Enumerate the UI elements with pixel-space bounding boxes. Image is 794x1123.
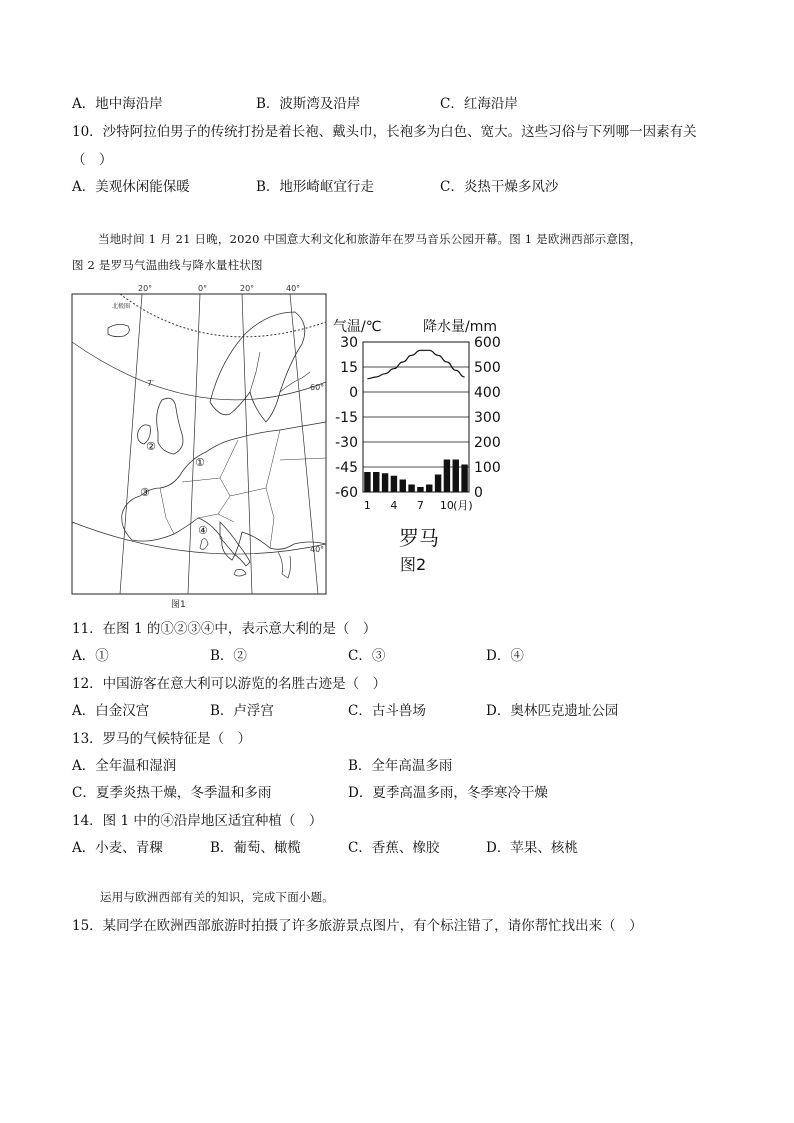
q10-option-c: C．炎热干燥多风沙 bbox=[440, 179, 559, 195]
precipitation-bar bbox=[382, 473, 388, 492]
precipitation-tick-label: 100 bbox=[474, 460, 501, 476]
q11-option-c: C．③ bbox=[348, 648, 386, 664]
map-marker-4: ④ bbox=[198, 524, 208, 537]
q15-stem: 15．某同学在欧洲西部旅游时拍摄了许多旅游景点图片，有个标注错了，请你帮忙找出来（ ） bbox=[72, 918, 643, 934]
precipitation-tick-label: 300 bbox=[474, 410, 501, 426]
q11-stem: 11．在图 1 的①②③④中，表示意大利的是（ ） bbox=[72, 621, 377, 637]
q14-option-a: A．小麦、青稞 bbox=[72, 840, 163, 856]
precipitation-axis-label: 降水量/mm bbox=[423, 319, 497, 335]
precipitation-bar bbox=[364, 472, 370, 492]
month-tick-label: 10 bbox=[439, 499, 454, 512]
lon-label-20e: 20° bbox=[240, 284, 255, 293]
q14-option-c: C．香蕉、橡胶 bbox=[348, 840, 440, 856]
q10-paren: （ ） bbox=[72, 152, 113, 168]
temperature-tick-label: -30 bbox=[335, 435, 358, 451]
q13-stem: 13．罗马的气候特征是（ ） bbox=[72, 731, 252, 747]
q14-option-b: B．葡萄、橄榄 bbox=[210, 840, 301, 856]
precipitation-tick-label: 500 bbox=[474, 360, 501, 376]
precipitation-bar bbox=[426, 485, 432, 493]
precipitation-bar bbox=[461, 465, 467, 493]
lat-label-60: 60° bbox=[310, 383, 325, 392]
q13-option-d: D．夏季高温多雨，冬季寒冷干燥 bbox=[348, 785, 548, 801]
q12-option-b: B．卢浮宫 bbox=[210, 703, 274, 719]
q11-option-a: A．① bbox=[72, 648, 109, 664]
temperature-tick-label: 0 bbox=[349, 385, 358, 401]
q12-option-d: D．奥林匹克遗址公园 bbox=[486, 703, 619, 719]
temperature-tick-label: -45 bbox=[335, 460, 358, 476]
precipitation-bar bbox=[435, 475, 441, 493]
q9-option-c: C．红海沿岸 bbox=[440, 96, 518, 112]
europe-map bbox=[70, 282, 330, 612]
chart-caption: 图2 bbox=[400, 555, 427, 574]
precipitation-tick-label: 0 bbox=[474, 485, 483, 501]
q9-option-a: A．地中海沿岸 bbox=[72, 96, 163, 112]
q10-stem: 10．沙特阿拉伯男子的传统打扮是着长袍、戴头巾，长袍多为白色、宽大。这些习俗与下列哪一因素有关 bbox=[72, 124, 697, 140]
temperature-tick-label: 30 bbox=[340, 335, 358, 351]
month-tick-label: 1 bbox=[363, 499, 371, 512]
precipitation-bar bbox=[453, 460, 459, 493]
q13-option-a: A．全年温和湿润 bbox=[72, 758, 177, 774]
q9-option-b: B．波斯湾及沿岸 bbox=[256, 96, 361, 112]
precipitation-bar bbox=[408, 485, 414, 493]
temperature-tick-label: -15 bbox=[335, 410, 358, 426]
temperature-tick-label: 15 bbox=[340, 360, 358, 376]
passage-line-2: 图 2 是罗马气温曲线与降水量柱状图 bbox=[72, 258, 263, 272]
q13-option-c: C．夏季炎热干燥，冬季温和多雨 bbox=[72, 785, 272, 801]
precipitation-tick-label: 400 bbox=[474, 385, 501, 401]
q12-option-c: C．古斗兽场 bbox=[348, 703, 426, 719]
arctic-circle-label: 北极圈 bbox=[112, 303, 131, 310]
map-caption: 图1 bbox=[171, 600, 186, 610]
q12-stem: 12．中国游客在意大利可以游览的名胜古迹是（ ） bbox=[72, 676, 387, 692]
map-marker-2: ② bbox=[146, 440, 156, 453]
month-tick-label: 4 bbox=[390, 499, 398, 512]
month-unit-label: (月) bbox=[453, 499, 473, 512]
lon-label-40e: 40° bbox=[286, 284, 301, 293]
q11-option-d: D．④ bbox=[486, 648, 524, 664]
month-tick-label: 7 bbox=[416, 499, 424, 512]
passage-2: 运用与欧洲西部有关的知识，完成下面小题。 bbox=[100, 890, 334, 904]
precipitation-bar bbox=[373, 472, 379, 492]
precipitation-bar bbox=[400, 480, 406, 493]
q12-option-a: A．白金汉宫 bbox=[72, 703, 150, 719]
temperature-tick-label: -60 bbox=[335, 485, 358, 501]
precipitation-bar bbox=[444, 460, 450, 493]
q10-option-a: A．美观休闲能保暖 bbox=[72, 179, 190, 195]
temperature-axis-label: 气温/℃ bbox=[333, 319, 382, 335]
chart-city-name: 罗马 bbox=[399, 526, 439, 550]
q11-option-b: B．② bbox=[210, 648, 247, 664]
q13-option-b: B．全年高温多雨 bbox=[348, 758, 453, 774]
precipitation-bar bbox=[391, 476, 397, 492]
rome-climate-chart bbox=[328, 310, 518, 580]
map-marker-1: ① bbox=[195, 456, 205, 469]
precipitation-tick-label: 600 bbox=[474, 335, 501, 351]
map-marker-3: ③ bbox=[140, 486, 150, 499]
lon-label-0: 0° bbox=[198, 284, 208, 293]
lon-label-20w: 20° bbox=[138, 284, 153, 293]
passage-line-1: 当地时间 1 月 21 日晚，2020 中国意大利文化和旅游年在罗马音乐公园开幕。图 1 是欧洲西部示意图， bbox=[98, 232, 642, 246]
precipitation-tick-label: 200 bbox=[474, 435, 501, 451]
lat-label-40: 40° bbox=[310, 545, 325, 554]
q14-option-d: D．苹果、核桃 bbox=[486, 840, 578, 856]
temperature-line bbox=[367, 350, 464, 378]
q14-stem: 14．图 1 中的④沿岸地区适宜种植（ ） bbox=[72, 813, 323, 829]
q10-option-b: B．地形崎岖宜行走 bbox=[256, 179, 374, 195]
map-mark-7: 7′ bbox=[147, 379, 154, 388]
precipitation-bar bbox=[417, 487, 423, 492]
